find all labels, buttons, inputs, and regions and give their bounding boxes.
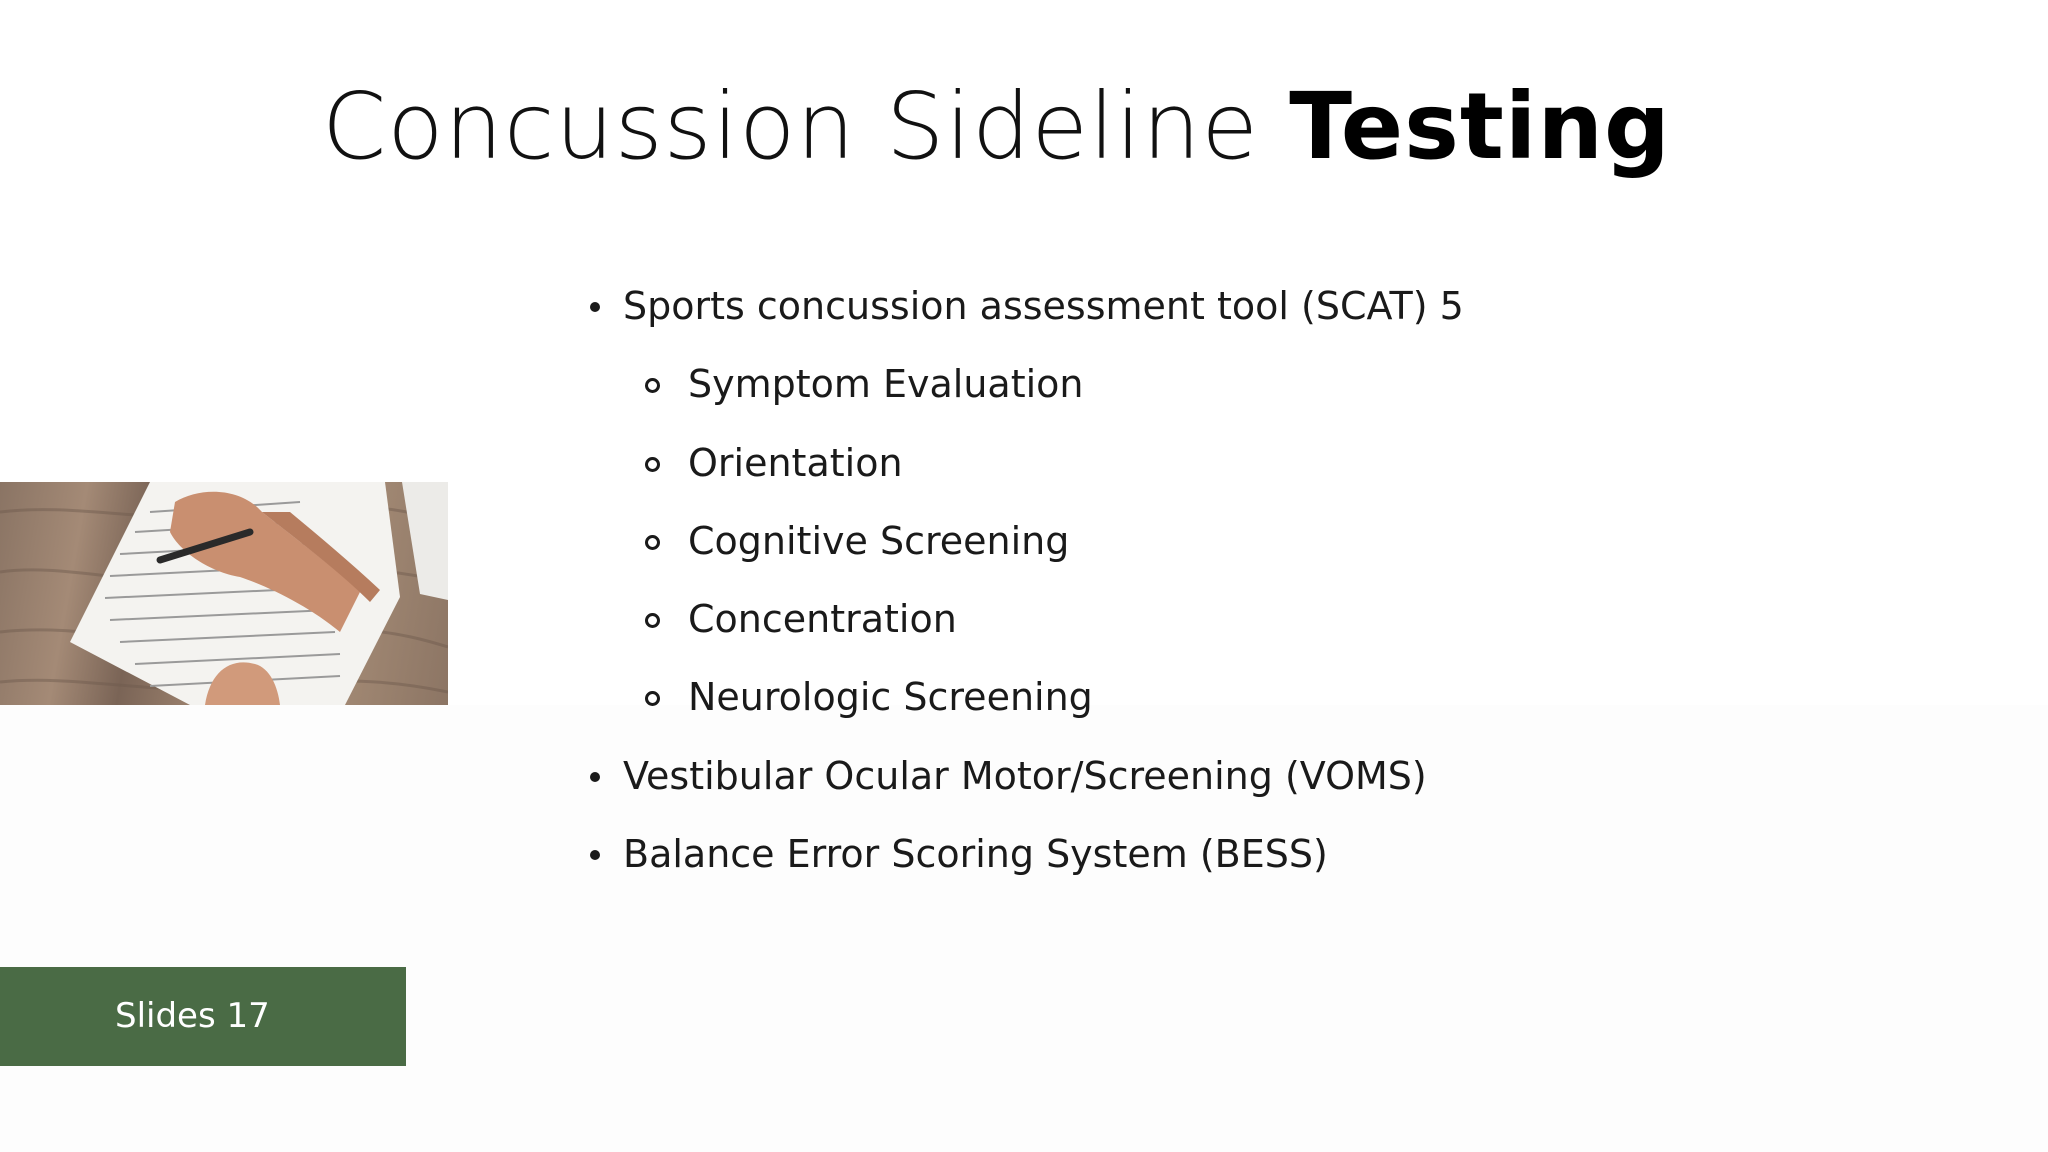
- list-item-text: Neurologic Screening: [688, 675, 1093, 720]
- bullet-circle-icon: [645, 535, 660, 550]
- list-item-text: Concentration: [688, 597, 957, 642]
- list-item: [585, 740, 1464, 818]
- bullet-list: [585, 270, 1464, 896]
- bullet-disc-icon: [590, 302, 600, 312]
- list-item: [585, 818, 1464, 896]
- bullet-circle-icon: [645, 613, 660, 628]
- list-item-text: Symptom Evaluation: [688, 362, 1084, 407]
- slide-title-bold: Testing: [1289, 73, 1671, 180]
- list-item: [585, 661, 1464, 739]
- list-item-text: Balance Error Scoring System (BESS): [623, 832, 1328, 877]
- list-item-text: Sports concussion assessment tool (SCAT) 5: [623, 284, 1464, 328]
- photo-hand-writing-form: [0, 482, 448, 705]
- photo-illustration: [0, 482, 448, 705]
- list-item-text: Orientation: [688, 440, 903, 485]
- bullet-disc-icon: [590, 850, 600, 860]
- list-item: [585, 348, 1464, 426]
- list-item: [585, 505, 1464, 583]
- footer-slide-label: [0, 967, 406, 1066]
- list-item: [585, 270, 1464, 348]
- bullet-circle-icon: [645, 378, 660, 393]
- bullet-disc-icon: [590, 772, 600, 782]
- list-item-text: Vestibular Ocular Motor/Screening (VOMS): [623, 753, 1427, 798]
- bullet-circle-icon: [645, 691, 660, 706]
- list-item: [585, 427, 1464, 505]
- footer-slide-label-text: Slides 17: [115, 996, 270, 1036]
- slide-title: [322, 72, 1671, 182]
- list-item: [585, 583, 1464, 661]
- list-item-text: Cognitive Screening: [688, 518, 1070, 563]
- slide-title-light: Concussion Sideline: [322, 73, 1290, 180]
- bullet-circle-icon: [645, 457, 660, 472]
